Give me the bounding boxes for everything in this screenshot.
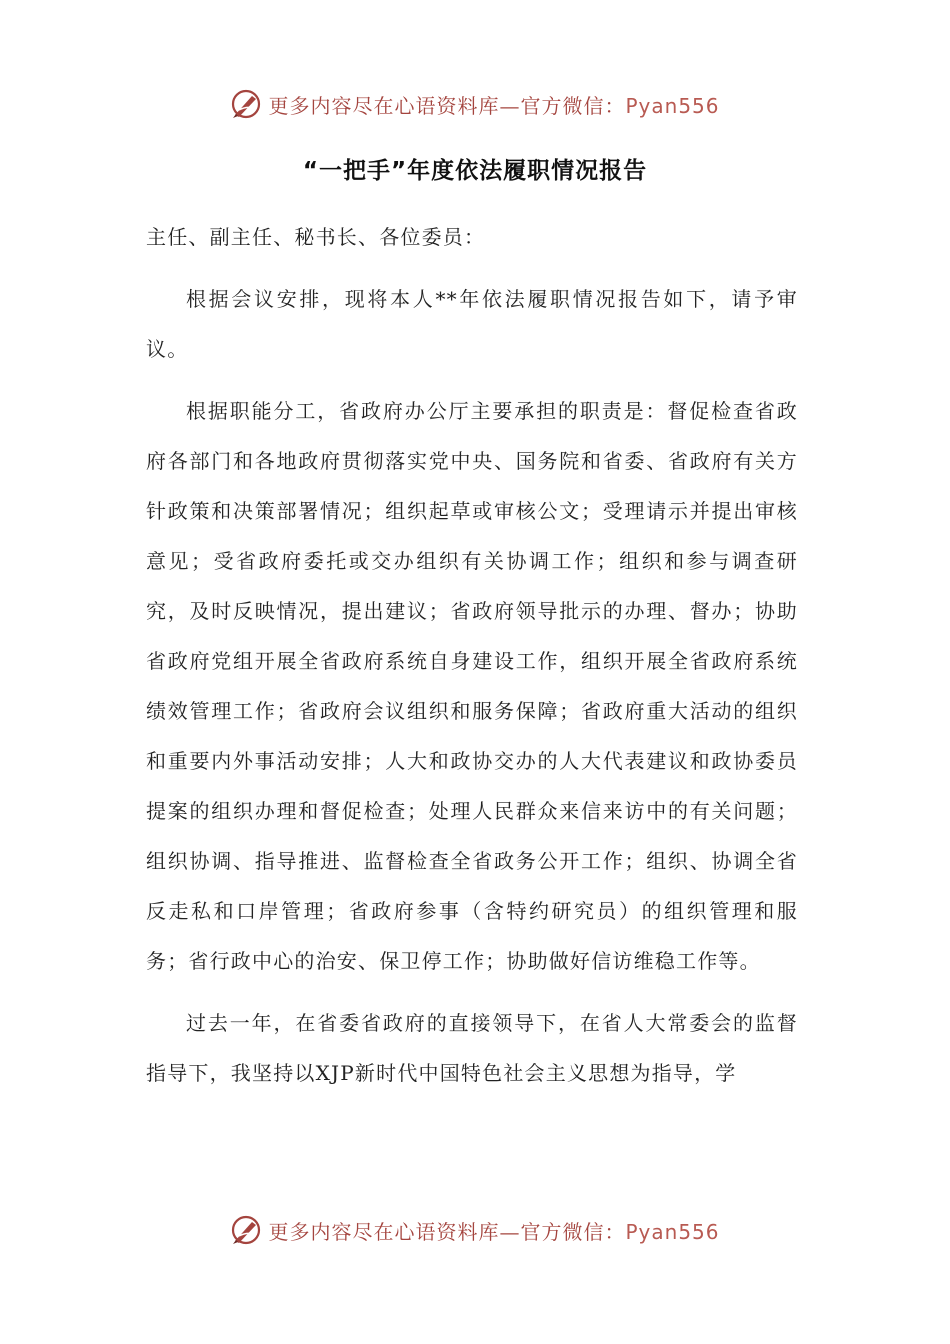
footer-banner-label: 更多内容尽在心语资料库—官方微信： bbox=[268, 1219, 626, 1244]
document-title: “一把手”年度依法履职情况报告 bbox=[302, 158, 648, 184]
document-body bbox=[146, 212, 798, 1098]
paragraph-3: 过去一年，在省委省政府的直接领导下，在省人大常委会的监督指导下，我坚持以XJP新时代中国特色社会主义思想为指导，学 bbox=[146, 1011, 798, 1085]
header-banner bbox=[0, 84, 950, 124]
paragraph-2: 根据职能分工，省政府办公厅主要承担的职责是：督促检查省政府各部门和各地政府贯彻落实党中央、国务院和省委、省政府有关方针政策和决策部署情况；组织起草或审核公文；受理请示并提出审核意见；受省政府委托或交办组织有关协调工作；组织和参与调查研究，及时反映情况，提出建议；省政府领导批示的办理、督办；协助省政府党组开展全省政府系统自身建设工作，组织开展全省政府系统绩效管理工作；省政府会议组织和服务保障；省政府重大活动的组织和重要内外事活动安排；人大和政协交办的人大代表建议和政协委员提案的组织办理和督促检查；处理人民群众来信来访中的有关问题；组织协调、指导推进、监督检查全省政务公开工作；组织、协调全省反走私和口岸管理；省政府参事（含特约研究员）的组织管理和服务；省行政中心的治安、保卫停工作；协助做好信访维稳工作等。 bbox=[146, 399, 798, 973]
header-banner-label: 更多内容尽在心语资料库—官方微信： bbox=[268, 93, 626, 118]
pen-logo-icon bbox=[230, 88, 262, 120]
footer-banner-text bbox=[268, 1216, 719, 1245]
footer-wechat-id: Pyan556 bbox=[625, 1219, 720, 1244]
pen-logo-icon bbox=[230, 1214, 262, 1246]
footer-banner bbox=[0, 1210, 950, 1250]
salutation: 主任、副主任、秘书长、各位委员： bbox=[146, 225, 486, 249]
header-banner-text bbox=[268, 90, 719, 119]
header-wechat-id: Pyan556 bbox=[625, 93, 720, 118]
paragraph-1: 根据会议安排，现将本人**年依法履职情况报告如下，请予审议。 bbox=[146, 287, 798, 361]
